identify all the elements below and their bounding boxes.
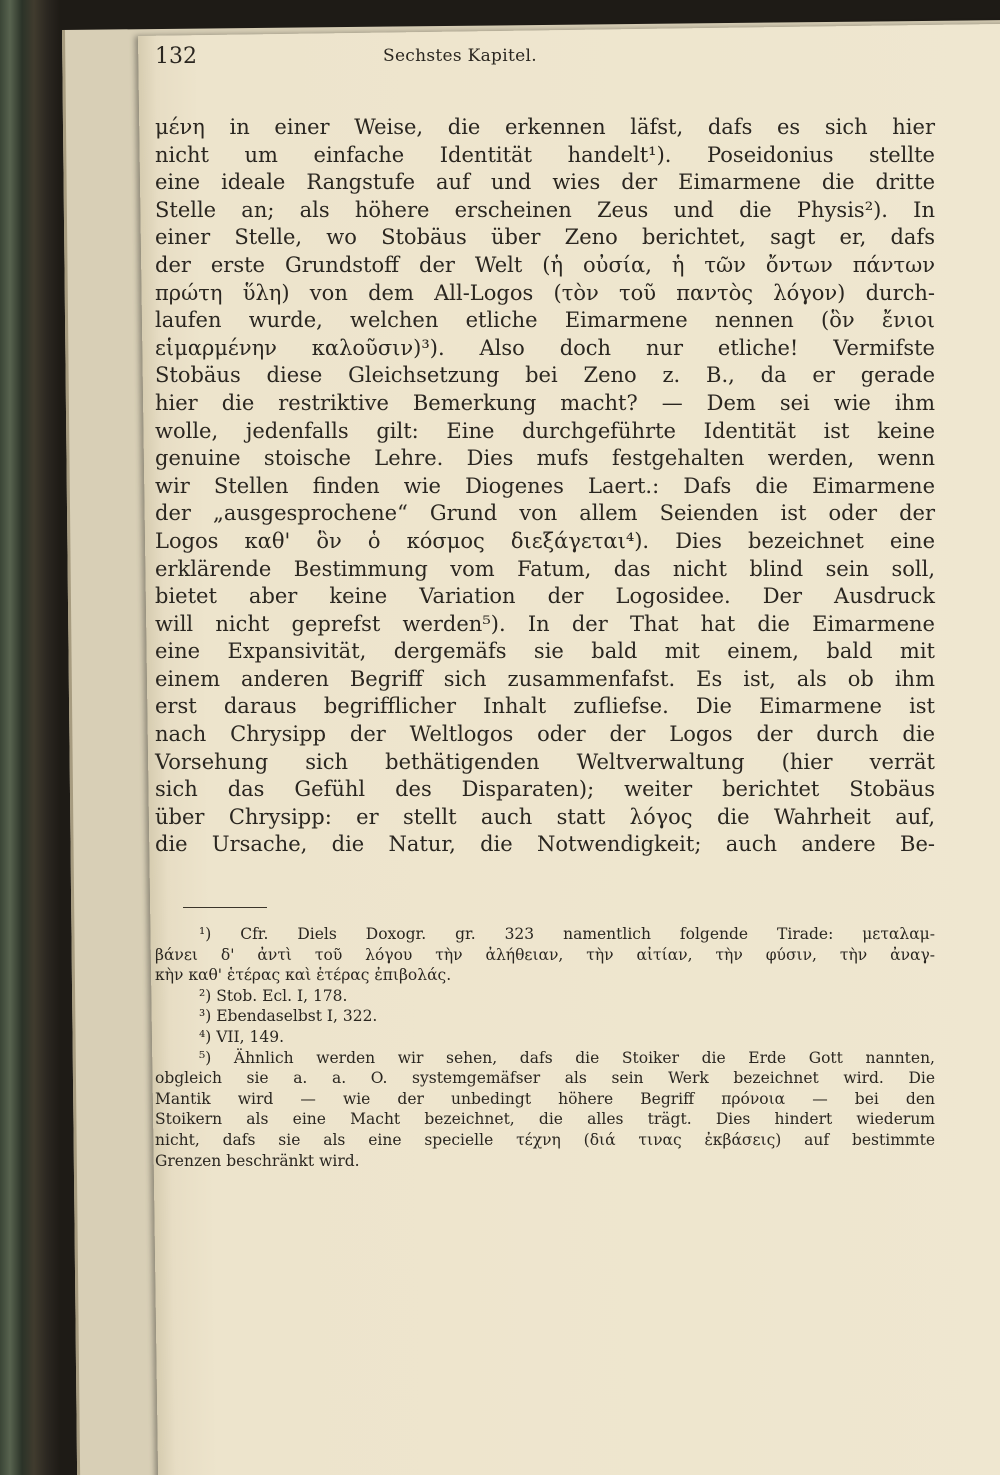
body-line: einer Stelle, wo Stobäus über Zeno berichtet, sagt er, dafs <box>155 225 935 250</box>
body-line: der „ausgesprochene“ Grund von allem Seienden ist oder der <box>155 501 935 526</box>
page-number: 132 <box>155 44 197 69</box>
body-line: will nicht geprefst werden⁵). In der That hat die Eimarmene <box>155 611 935 636</box>
running-head: Sechstes Kapitel. <box>383 46 537 66</box>
body-line: πρώτη ὕλη) von dem All-Logos (τὸν τοῦ παντὸς λόγον) durch- <box>155 280 935 305</box>
footnote-text: Stoikern als eine Macht bezeichnet, die alles trägt. Dies hindert wiederum <box>155 1110 935 1129</box>
footnote-3 <box>155 1006 935 1027</box>
body-line: nach Chrysipp der Weltlogos oder der Logos der durch die <box>155 722 935 747</box>
footnote-text: Ebendaselbst I, 322. <box>216 1007 378 1026</box>
footnote-1 <box>155 924 935 986</box>
body-line: hier die restriktive Bemerkung macht? — Dem sei wie ihm <box>155 390 935 415</box>
footnote-2 <box>155 986 935 1007</box>
page-header <box>155 44 935 84</box>
footnote-5 <box>155 1048 935 1172</box>
footnote-marker: ⁵) <box>199 1048 212 1067</box>
footnote-text: κὴν καθ' ἑτέρας καὶ ἑτέρας ἐπιβολάς. <box>155 966 452 985</box>
body-line: Logos καθ' ὃν ὁ κόσμος διεξάγεται⁴). Dies bezeichnet eine <box>155 528 935 553</box>
footnote-text: VII, 149. <box>216 1028 285 1046</box>
body-line: μένη in einer Weise, die erkennen läfst, dafs es sich hier <box>155 115 935 139</box>
footnote-text: obgleich sie a. a. O. systemgemäfser als sein Werk bezeichnet wird. Die <box>155 1069 935 1088</box>
body-line: nicht um einfache Identität handelt¹). Poseidonius stellte <box>155 142 935 167</box>
body-line: die Ursache, die Natur, die Notwendigkeit; auch andere Be- <box>155 832 935 857</box>
footnotes <box>155 924 935 1171</box>
body-line: wolle, jedenfalls gilt: Eine durchgeführte Identität ist keine <box>155 418 935 443</box>
body-line: eine ideale Rangstufe auf und wies der Eimarmene die dritte <box>155 170 935 195</box>
footnote-text: βάνει δ' ἀντὶ τοῦ λόγου τὴν ἀλήθειαν, τὴν αἰτίαν, τὴν φύσιν, τὴν ἀναγ- <box>155 945 935 964</box>
footnote-4 <box>155 1027 935 1048</box>
body-line: genuine stoische Lehre. Dies mufs festgehalten werden, wenn <box>155 446 935 471</box>
body-line: Vorsehung sich bethätigenden Weltverwaltung (hier verrät <box>155 749 935 774</box>
body-line: eine Expansivität, dergemäfs sie bald mit einem, bald mit <box>155 639 935 664</box>
body-line: Stelle an; als höhere erscheinen Zeus und die Physis²). In <box>155 197 935 222</box>
body-line: der erste Grundstoff der Welt (ἡ οὐσία, ἡ τῶν ὄντων πάντων <box>155 252 935 277</box>
body-line: Stobäus diese Gleichsetzung bei Zeno z. B., da er gerade <box>155 363 935 388</box>
page-content <box>155 44 935 1171</box>
body-line: über Chrysipp: er stellt auch statt λόγος die Wahrheit auf, <box>155 804 935 829</box>
footnote-text: Cfr. Diels Doxogr. gr. 323 namentlich folgende Tirade: μεταλαμ- <box>240 925 935 944</box>
body-line: laufen wurde, welchen etliche Eimarmene nennen (ὃν ἔνιοι <box>155 308 935 333</box>
body-line: wir Stellen finden wie Diogenes Laert.: Dafs die Eimarmene <box>155 473 935 498</box>
body-line: erklärende Bestimmung vom Fatum, das nicht blind sein soll, <box>155 556 935 581</box>
footnote-text: nicht, dafs sie als eine specielle τέχνη (διά τινας ἐκβάσεις) auf bestimmte <box>155 1130 935 1149</box>
footnote-text: Mantik wird — wie der unbedingt höhere Begriff πρόνοια — bei den <box>155 1089 935 1108</box>
body-line: bietet aber keine Variation der Logosidee. Der Ausdruck <box>155 584 935 609</box>
body-line: erst daraus begrifflicher Inhalt zufliefse. Die Eimarmene ist <box>155 694 935 719</box>
footnote-text: Ähnlich werden wir sehen, dafs die Stoiker die Erde Gott nannten, <box>233 1048 935 1067</box>
footnote-marker: ³) <box>199 1007 212 1026</box>
footnote-marker: ²) <box>199 986 212 1005</box>
body-text <box>155 114 935 859</box>
footnote-text: Grenzen beschränkt wird. <box>155 1151 360 1170</box>
footnote-rule <box>183 907 267 908</box>
body-line: εἱμαρμένην καλοῦσιν)³). Also doch nur etliche! Vermifste <box>155 335 935 360</box>
footnote-text: Stob. Ecl. I, 178. <box>216 986 348 1005</box>
footnote-marker: ¹) <box>199 925 212 944</box>
body-line: einem anderen Begriff sich zusammenfafst. Es ist, als ob ihm <box>155 666 935 691</box>
footnote-marker: ⁴) <box>199 1028 212 1046</box>
body-line: sich das Gefühl des Disparaten); weiter berichtet Stobäus <box>155 777 935 802</box>
